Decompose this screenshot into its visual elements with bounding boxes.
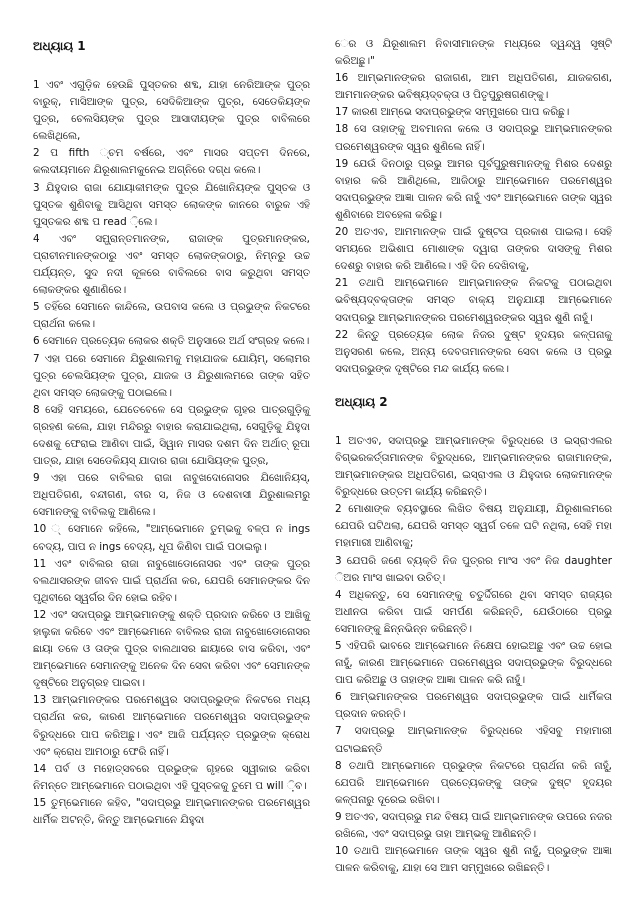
verse-1-21: 21 ତଥାପି ଆମ୍ଭେମାନେ ଆମ୍ଭମାନଙ୍କ ନିକଟକୁ ପଠାଇଥିବା ଭବିଷ୍ୟଦ୍‌ବକ୍ତାଙ୍କ ସମସ୍ତ ବାକ୍ୟ ଅନୁଯାୟୀ ଆମ୍ଭେମାନେ ସଦାପ୍ରଭୁ ଆମ୍ଭମାନଙ୍କର ପରମେଶ୍ୱରଙ୍କର ସ୍ୱର ଶୁଣି ନାହୁଁ। — [335, 277, 612, 324]
verse-1-12: 12 ଏବଂ ସଦାପ୍ରଭୁ ଆମ୍ଭମାନଙ୍କୁ ଶକ୍ତି ପ୍ରଦାନ କରିବେ ଓ ଆଖିକୁ ହାଲୁକା କରିବେ ଏବଂ ଆମ୍ଭେମାନେ ବାବିଲର ରାଜା ନାବୁଖୋଡୋନୋସର ଛାୟା ତଳେ ଓ ତାଙ୍କ ପୁତ୍ର ବାଲଥାସର ଛାୟାରେ ବାସ କରିବା, ଏବଂ ଆମ୍ଭେମାନେ ସେମାନଙ୍କୁ ଅନେକ ଦିନ ସେବା କରିବା ଏବଂ ସେମାନଙ୍କ ଦୃଷ୍ଟିରେ ଅନୁଗ୍ରହ ପାଇବା। — [33, 608, 310, 690]
verse-2-4: 4 ଅଧିକନ୍ତୁ, ସେ ସେମାନଙ୍କୁ ଚତୁର୍ଦ୍ଦିଗରେ ଥିବା ସମସ୍ତ ରାଜ୍ୟର ଅଧୀନତା କରିବା ପାଇଁ ସମର୍ପଣ କରିଛନ୍ତି, ଯେଉଁଠାରେ ପ୍ରଭୁ ସେମାନଙ୍କୁ ଛିନ୍ନଭିନ୍ନ କରିଛନ୍ତି। — [335, 588, 612, 635]
verse-2-8: 8 ତଥାପି ଆମ୍ଭେମାନେ ପ୍ରଭୁଙ୍କ ନିକଟରେ ପ୍ରାର୍ଥନା କରି ନାହୁଁ, ଯେପରି ଆମ୍ଭେମାନେ ପ୍ରତ୍ୟେକଙ୍କୁ ତାଙ୍କ ଦୁଷ୍ଟ ହୃଦୟର କଳ୍ପନାରୁ ଦୂରେଇ ରଖିବା। — [335, 759, 612, 806]
verse-1-22: 22 କିନ୍ତୁ ପ୍ରତ୍ୟେକ ଲୋକ ନିଜର ଦୁଷ୍ଟ ହୃଦୟର କଳ୍ପନାକୁ ଅନୁସରଣ କଲେ, ଅନ୍ୟ ଦେବତାମାନଙ୍କର ସେବା କଲେ ଓ ପ୍ରଭୁ ସଦାପ୍ରଭୁଙ୍କ ଦୃଷ୍ଟିରେ ମନ୍ଦ କାର୍ଯ୍ୟ କଲେ। — [335, 328, 612, 375]
chapter-1-title: ଅଧ୍ୟାୟ 1 — [33, 39, 86, 53]
verse-1-19: 19 ଯେଉଁ ଦିନଠାରୁ ପ୍ରଭୁ ଆମର ପୂର୍ବପୁରୁଷମାନଙ୍କୁ ମିଶର ଦେଶରୁ ବାହାର କରି ଆଣିଥିଲେ, ଆଜିଠାରୁ ଆମ୍ଭେମାନେ ପରମେଶ୍ୱର ସଦାପ୍ରଭୁଙ୍କ ଆଜ୍ଞା ପାଳନ କରି ନାହୁଁ ଏବଂ ଆମ୍ଭେମାନେ ତାଙ୍କ ସ୍ୱର ଶୁଣିବାରେ ଅବହେଳା କରିଛୁ। — [335, 157, 612, 221]
verse-1-1: 1 ଏବଂ ଏଗୁଡ଼ିକ ହେଉଛି ପୁସ୍ତକର ଶବ୍ଦ, ଯାହା ନେରିଆଙ୍କ ପୁତ୍ର ବାରୁକ୍, ମାସିଆଙ୍କ ପୁତ୍ର, ସେଦିକିଆଙ୍କ ପୁତ୍ର, ସେଡେକିୟଙ୍କ ପୁତ୍ର, ଚେଲସିୟଙ୍କ ପୁତ୍ର ଆସାଦୀୟଙ୍କ ପୁତ୍ର ବାବିଲରେ ଲେଖିଥିଲେ, — [33, 79, 310, 143]
verse-1-17: 17 କାରଣ ଆମ୍ଭେ ସଦାପ୍ରଭୁଙ୍କ ସମ୍ମୁଖରେ ପାପ କରିଛୁ। — [335, 106, 570, 119]
verse-1-15: 15 ତୁମ୍ଭେମାନେ କହିବ, "ସଦାପ୍ରଭୁ ଆମ୍ଭମାନଙ୍କର ପରମେଶ୍ୱର ଧାର୍ମିକ ଅଟନ୍ତି, କିନ୍ତୁ ଆମ୍ଭେମାନେ ଯିହୁଦା — [33, 796, 310, 827]
verse-2-3: 3 ଯେପରି ଜଣେ ବ୍ୟକ୍ତି ନିଜ ପୁତ୍ରର ମାଂସ ଏବଂ ନିଜ daughter ିଅର ମାଂସ ଖାଇବା ଉଚିତ୍। — [335, 554, 612, 584]
verse-1-10: 10 ୍ ସେମାନେ କହିଲେ, "ଆମ୍ଭେମାନେ ତୁମ୍ଭକୁ ବଳ୍ପ ନ ings ବେଦ୍ୟ, ପାପ ନ ings ବେଦ୍ୟ, ଧୂପ କିଣିବା ପାଇଁ ପଠାଇଲୁ। — [33, 523, 310, 553]
verse-1-5: 5 ତହିଁରେ ସେମାନେ କାନ୍ଦିଲେ, ଉପବାସ କଲେ ଓ ପ୍ରଭୁଙ୍କ ନିକଟରେ ପ୍ରାର୍ଥନା କଲେ। — [33, 301, 310, 331]
verse-1-16: 16 ଆମ୍ଭମାନଙ୍କର ରାଜାଗଣ, ଆମ ଅଧିପତିଗଣ, ଯାଜକଗଣ, ଆମମାନଙ୍କର ଭବିଷ୍ୟଦ୍‌ବକ୍ତା ଓ ପିତୃପୁରୁଷଗଣଙ୍କୁ। — [335, 72, 612, 102]
verse-2-10: 10 ତଥାପି ଆମ୍ଭେମାନେ ତାଙ୍କ ସ୍ୱର ଶୁଣି ନାହୁଁ, ପ୍ରଭୁଙ୍କ ଆଜ୍ଞା ପାଳନ କରିବାକୁ, ଯାହା ସେ ଆମ ସମ୍ମୁଖରେ ରଖିଛନ୍ତି। — [335, 845, 612, 875]
right-column — [335, 36, 612, 882]
verse-1-13: 13 ଆମ୍ଭମାନଙ୍କର ପରମେଶ୍ୱର ସଦାପ୍ରଭୁଙ୍କ ନିକଟରେ ମଧ୍ୟ ପ୍ରାର୍ଥନା କର, କାରଣ ଆମ୍ଭେମାନେ ପରମେଶ୍ୱର ସଦାପ୍ରଭୁଙ୍କ ବିରୁଦ୍ଧରେ ପାପ କରିଅଛୁ। ଏବଂ ଆଜି ପର୍ଯ୍ୟନ୍ତ ପ୍ରଭୁଙ୍କ କ୍ରୋଧ ଏବଂ କ୍ରୋଧ ଆମଠାରୁ ଫେରି ନାହିଁ। — [33, 694, 310, 758]
verse-2-1: 1 ଅତଏବ, ସଦାପ୍ରଭୁ ଆମ୍ଭମାନଙ୍କ ବିରୁଦ୍ଧରେ ଓ ଇସ୍ରାଏଲର ବିଗ୍ଭରକର୍ତ୍ତାମାନଙ୍କ ବିରୁଦ୍ଧରେ, ଆମ୍ଭମାନଙ୍କର ରାଜାମାନଙ୍କ, ଆମ୍ଭମାନଙ୍କର ଅଧିପତିଗଣ, ଇସ୍ରାଏଲ ଓ ଯିହୁଦାର ଲୋକମାନଙ୍କ ବିରୁଦ୍ଧରେ ଉତ୍ତମ କାର୍ଯ୍ୟ କରିଛନ୍ତି। — [335, 434, 612, 499]
verse-1-18: 18 ସେ ତାହାଙ୍କୁ ଅବମାନନା କଲେ ଓ ସଦାପ୍ରଭୁ ଆମ୍ଭମାନଙ୍କର ପରମେଶ୍ୱରଙ୍କ ସ୍ୱର ଶୁଣିଲେ ନାହିଁ। — [335, 123, 612, 153]
verse-2-2: 2 ମୋଶାଙ୍କ ବ୍ୟବସ୍ଥାରେ ଲିଖିତ ବିଷୟ ଅନୁଯାୟୀ, ଯିରୂଶାଲମରେ ଯେପରି ଘଟିଥଲା, ଯେପରି ସମସ୍ତ ସ୍ୱର୍ଗ ତଳେ ଘଟି ନଥିଲା, ସେହି ମହା ମହାମାରୀ ଆଣିବାକୁ; — [335, 503, 612, 550]
chapter-1-continued-verses — [335, 36, 612, 378]
verse-1-14: 14 ପର୍ବ ଓ ମହୋତ୍ସବରେ ପ୍ରଭୁଙ୍କ ଗୃହରେ ସ୍ୱୀକାର କରିବା ନିମନ୍ତେ ଆମ୍ଭେମାନେ ପଠାଇଥିବା ଏହି ପୁସ୍ତକକୁ ତୁମେ ପ will ଼ିବ। — [33, 762, 310, 792]
verse-1-11: 11 ଏବଂ ବାବିଲର ରାଜା ନାବୁଖୋଡୋନୋସର ଏବଂ ତାଙ୍କ ପୁତ୍ର ବଲଥାସରଙ୍କ ଜୀବନ ପାଇଁ ପ୍ରାର୍ଥନା କର, ଯେପରି ସେମାନଙ୍କର ଦିନ ପୃଥିବୀରେ ସ୍ୱର୍ଗର ଦିନ ହୋଇ ରହିବ। — [33, 557, 310, 604]
chapter-2-verses — [335, 433, 612, 877]
verse-1-3: 3 ଯିହୁଦାର ରାଜା ଯୋୟାକୀମଙ୍କ ପୁତ୍ର ଯିଖୋନିୟଙ୍କ ପୁସ୍ତକ ଓ ପୁସ୍ତକ ଶୁଣିବାକୁ ଆସିଥିବା ସମସ୍ତ ଲୋକଙ୍କ କାନରେ ବାରୁକ ଏହି ପୁସ୍ତକର ଶବ୍ଦ ପ read ଼ିଲେ। — [33, 181, 310, 228]
verse-1-6: 6 ସେମାନେ ପ୍ରତ୍ୟେକ ଲୋକର ଶକ୍ତି ଅନୁସାରେ ଅର୍ଥ ସଂଗ୍ରହ କଲେ। — [33, 335, 310, 348]
verse-2-9: 9 ଅତଏବ, ସଦାପ୍ରଭୁ ମନ୍ଦ ବିଷୟ ପାଇଁ ଆମ୍ଭମାନଙ୍କ ଉପରେ ନଜର ରଖିଲେ, ଏବଂ ସଦାପ୍ରଭୁ ତାହା ଆମ୍ଭକୁ ଆଣିଛନ୍ତି। — [335, 810, 612, 841]
chapter-2-title: ଅଧ୍ୟାୟ 2 — [335, 394, 388, 409]
verse-1-20: 20 ଅତଏବ, ଆମମାନଙ୍କ ପାଇଁ ଦୁଷ୍ଟତା ପ୍ରକାଶ ପାଇଲା। ସେହି ସମୟରେ ଅଭିଶାପ ମୋଶାଙ୍କ ଦ୍ୱାରା ତାଙ୍କର ଦାସଙ୍କୁ ମିଶର ଦେଶରୁ ବାହାର କରି ଆଣିଲେ। ଏହି ଦିନ ଦେଖିବାକୁ, — [335, 226, 612, 273]
chapter-1-verses — [33, 77, 310, 829]
verse-2-6: 6 ଆମ୍ଭମାନଙ୍କର ପରମେଶ୍ୱର ସଦାପ୍ରଭୁଙ୍କ ପାଇଁ ଧାର୍ମିକତା ପ୍ରଦାନ କରନ୍ତି। — [335, 691, 612, 721]
left-column — [33, 36, 310, 882]
verse-1-2: 2 ପ fifth ୍ଚମ ବର୍ଷରେ, ଏବଂ ମାସର ସପ୍ତମ ଦିନରେ, କଲଦୀୟମାନେ ଯିରୂଶାଲମକୁନେଇ ଅଗ୍ନିରେ ଦଗ୍ଧ କଲେ। — [33, 147, 310, 177]
verse-1-15-continued: େର ଓ ଯିରୂଶାଲମ ନିବାସୀମାନଙ୍କ ମଧ୍ୟରେ ଦ୍ୱନ୍ଦ୍ୱ ସୃଷ୍ଟି କରିଅଛୁ।" — [335, 38, 612, 68]
verse-1-7: 7 ଏହା ପରେ ସେମାନେ ଯିରୁଶାଲମକୁ ମହାଯାଜକ ଯୋୟିମ୍, ସଲୋମର ପୁତ୍ର ଚେଲସିୟଙ୍କ ପୁତ୍ର, ଯାଜକ ଓ ଯିରୁଶାଲମରେ ତାଙ୍କ ସହିତ ଥିବା ସମସ୍ତ ଲୋକଙ୍କୁ ପଠାଇଲେ। — [33, 352, 310, 399]
verse-1-9: 9 ଏହା ପରେ ବାବିଲର ରାଜା ନାବୁଖଦୋନୋସର ଯିଖୋନିୟସ୍, ଅଧିପତିଗଣ, ବନ୍ଦୀଗଣ, ବୀର ସ, ନିଜ ଓ ଦେଶବାସୀ ଯିରୁଶାଲମରୁ ସେମାନଙ୍କୁ ବାବିଲକୁ ଆଣିଲେ। — [33, 472, 310, 519]
verse-2-5: 5 ଏହିପରି ଭାବରେ ଆମ୍ଭେମାନେ ନିକ୍ଷେପ ହୋଇଅଛୁ ଏବଂ ଉଚ୍ଚ ହୋଇ ନାହୁଁ, କାରଣ ଆମ୍ଭେମାନେ ପରମେଶ୍ୱର ସଦାପ୍ରଭୁଙ୍କ ବିରୁଦ୍ଧରେ ପାପ କରିଅଛୁ ଓ ତାହାଙ୍କ ଆଜ୍ଞା ପାଳନ କରି ନାହୁଁ। — [335, 640, 612, 687]
verse-1-8: 8 ସେହି ସମୟରେ, ଯେତେବେଳେ ସେ ପ୍ରଭୁଙ୍କ ଗୃହର ପାତ୍ରଗୁଡ଼ିକୁ ଗ୍ରହଣ କଲେ, ଯାହା ମନ୍ଦିରରୁ ବାହାର କରାଯାଇଥିଲା, ସେଗୁଡ଼ିକୁ ଯିହୁଦା ଦେଶକୁ ଫେରାଇ ଆଣିବା ପାଇଁ, ସିୱାନ ମାସର ଦଶମ ଦିନ ଅର୍ଥାତ୍ ରୂପା ପାତ୍ର, ଯାହା ସେଡେକିୟସ୍ ଯାଦାର ରାଜା ଯୋସିୟଙ୍କ ପୁତ୍ର, — [33, 403, 310, 468]
verse-2-7: 7 ସଦାପ୍ରଭୁ ଆମ୍ଭମାନଙ୍କ ବିରୁଦ୍ଧରେ ଏହିସବୁ ମହାମାରୀ ଘଟାଇଛନ୍ତି — [335, 725, 612, 755]
verse-1-4: 4 ଏବଂ ସମ୍ଭ୍ରାନ୍ତମାନଙ୍କ, ରାଜାଙ୍କ ପୁତ୍ରମାନଙ୍କର, ପ୍ରାଚୀନମାନଙ୍କଠାରୁ ଏବଂ ସମସ୍ତ ଲୋକଙ୍କଠାରୁ, ନିମ୍ନରୁ ଉଚ୍ଚ ପର୍ଯ୍ୟନ୍ତ, ସୁଦ ନଦୀ କୂଳରେ ବାବିଲରେ ବାସ କରୁଥିବା ସମସ୍ତ ଲୋକଙ୍କର ଶୁଣାଣିରେ। — [33, 232, 310, 297]
